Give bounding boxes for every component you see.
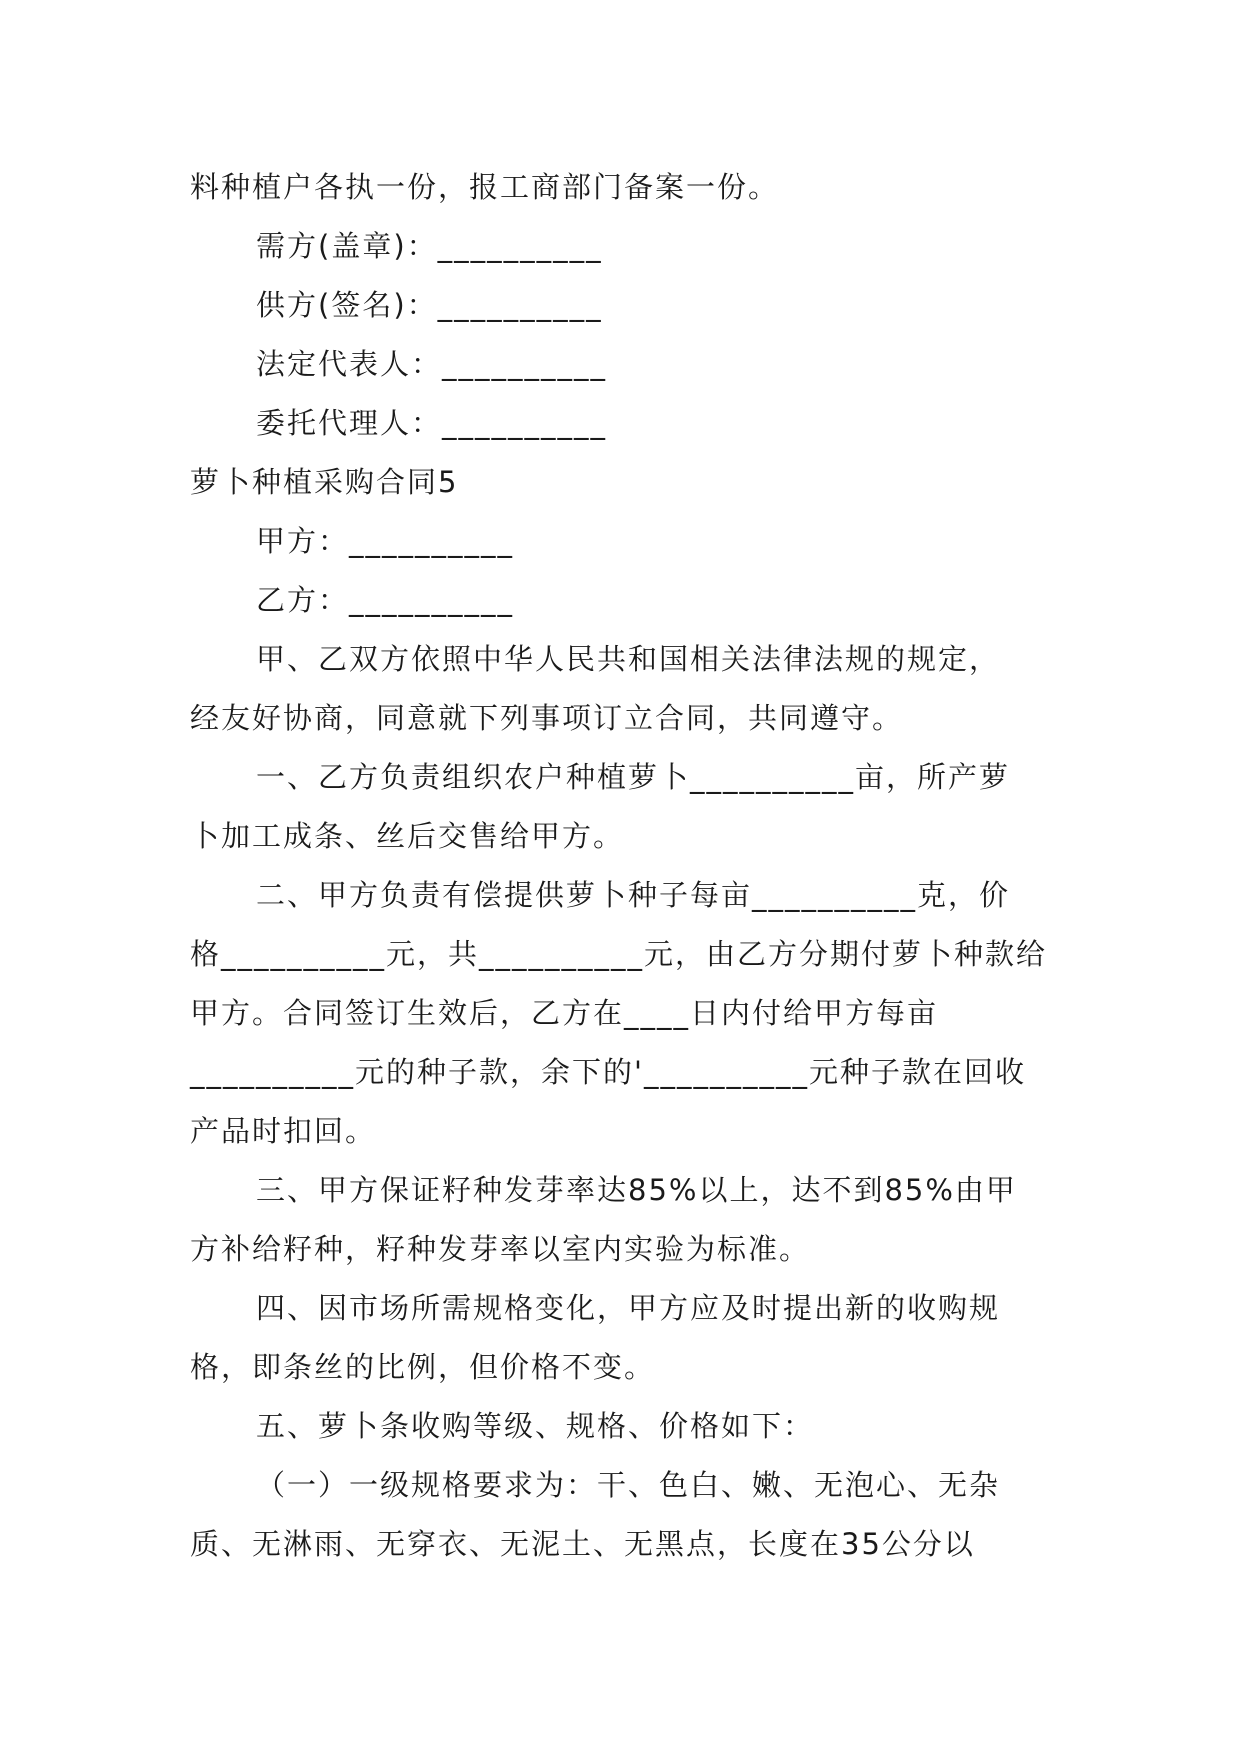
document-body — [190, 158, 1060, 1574]
signature-field-buyer: 需方(盖章)：__________ — [256, 229, 603, 263]
paragraph-line: 料种植户各执一份，报工商部门备案一份。 — [190, 170, 780, 204]
paragraph-line: 甲、乙双方依照中华人民共和国相关法律法规的规定， — [256, 642, 1001, 676]
clause-2-line: 二、甲方负责有偿提供萝卜种子每亩__________克，价 — [256, 878, 1011, 912]
clause-3-line: 三、甲方保证籽种发芽率达85%以上，达不到85%由甲 — [256, 1173, 1017, 1207]
clause-1-line: 卜加工成条、丝后交售给甲方。 — [190, 819, 625, 853]
clause-5-1-line: 质、无淋雨、无穿衣、无泥土、无黑点，长度在35公分以 — [190, 1527, 975, 1561]
signature-field-supplier: 供方(签名)：__________ — [256, 288, 603, 322]
section-title: 萝卜种植采购合同5 — [190, 465, 459, 499]
clause-5-1-line: （一）一级规格要求为：干、色白、嫩、无泡心、无杂 — [256, 1468, 1001, 1502]
clause-2-line: 产品时扣回。 — [190, 1114, 377, 1148]
party-a-field: 甲方：__________ — [256, 524, 515, 558]
clause-5-line: 五、萝卜条收购等级、规格、价格如下： — [256, 1409, 815, 1443]
clause-2-line: __________元的种子款，余下的'__________元种子款在回收 — [190, 1055, 1026, 1089]
clause-2-line: 甲方。合同签订生效后，乙方在____日内付给甲方每亩 — [190, 996, 939, 1030]
party-b-field: 乙方：__________ — [256, 583, 515, 617]
clause-2-line: 格__________元，共__________元，由乙方分期付萝卜种款给 — [190, 937, 1048, 971]
clause-1-line: 一、乙方负责组织农户种植萝卜__________亩，所产萝 — [256, 760, 1011, 794]
clause-3-line: 方补给籽种，籽种发芽率以室内实验为标准。 — [190, 1232, 811, 1266]
signature-field-legal-rep: 法定代表人：__________ — [256, 347, 608, 381]
clause-4-line: 格，即条丝的比例，但价格不变。 — [190, 1350, 656, 1384]
paragraph-line: 经友好协商，同意就下列事项订立合同，共同遵守。 — [190, 701, 904, 735]
clause-4-line: 四、因市场所需规格变化，甲方应及时提出新的收购规 — [256, 1291, 1001, 1325]
signature-field-agent: 委托代理人：__________ — [256, 406, 608, 440]
